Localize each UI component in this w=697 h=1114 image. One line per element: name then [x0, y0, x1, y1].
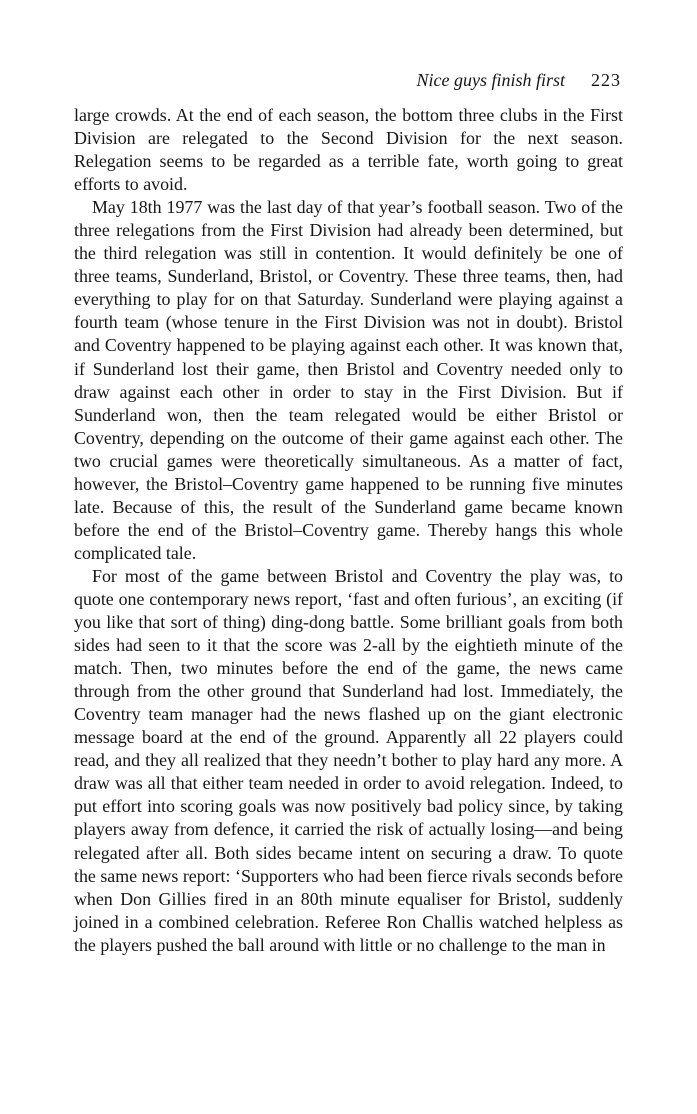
running-title: Nice guys finish first — [416, 70, 565, 90]
paragraph: large crowds. At the end of each season, the bottom three clubs in the First Division are relegated to the Second Division for the next season. Relegation seems to be regarded as a terrible fate, worth going to great efforts to avoid. — [74, 105, 623, 195]
paragraph: For most of the game between Bristol and Coventry the play was, to quote one contemporary news report, ‘fast and often furious’, an exciting (if you like that sort of thing) ding-dong battle. Some brilliant goals from both sides had seen to it that the score was 2-all by the eightieth minute of the match. Then, two minutes before the end of the game, the news came through from the other ground that Sunderland had lost. Immediately, the Coventry team manager had the news flashed up on the giant electronic message board at the end of the ground. Apparently all 22 players could read, and they all realized that they needn’t bother to play hard any more. A draw was all that either team needed in order to avoid relegation. Indeed, to put effort into scoring goals was now positively bad policy since, by taking players away from defence, it carried the risk of actually losing—and being relegated after all. Both sides became intent on securing a draw. To quote the same news report: ‘Supporters who had been fierce rivals seconds before when Don Gillies fired in an 80th minute equaliser for Bristol, suddenly joined in a combined celebration. Referee Ron Challis watched helpless as the players pushed the ball around with little or no challenge to the man in — [74, 565, 623, 955]
body-text — [74, 104, 623, 957]
paragraph: May 18th 1977 was the last day of that year’s football season. Two of the three relegations from the First Division had already been determined, but the third relegation was still in contention. It would definitely be one of three teams, Sunderland, Bristol, or Coventry. These three teams, then, had everything to play for on that Saturday. Sunderland were playing against a fourth team (whose tenure in the First Division was not in doubt). Bristol and Coventry happened to be playing against each other. It was known that, if Sunderland lost their game, then Bristol and Coventry needed only to draw against each other in order to stay in the First Division. But if Sunderland won, then the team relegated would be either Bristol or Coventry, depending on the outcome of their game against each other. The two crucial games were theoretically simultaneous. As a matter of fact, however, the Bristol–Coventry game happened to be running five minutes late. Because of this, the result of the Sunderland game became known before the end of the Bristol–Coventry game. Thereby hangs this whole complicated tale. — [74, 197, 623, 563]
page-number: 223 — [591, 70, 621, 90]
book-page — [74, 66, 623, 957]
running-head — [74, 66, 623, 104]
